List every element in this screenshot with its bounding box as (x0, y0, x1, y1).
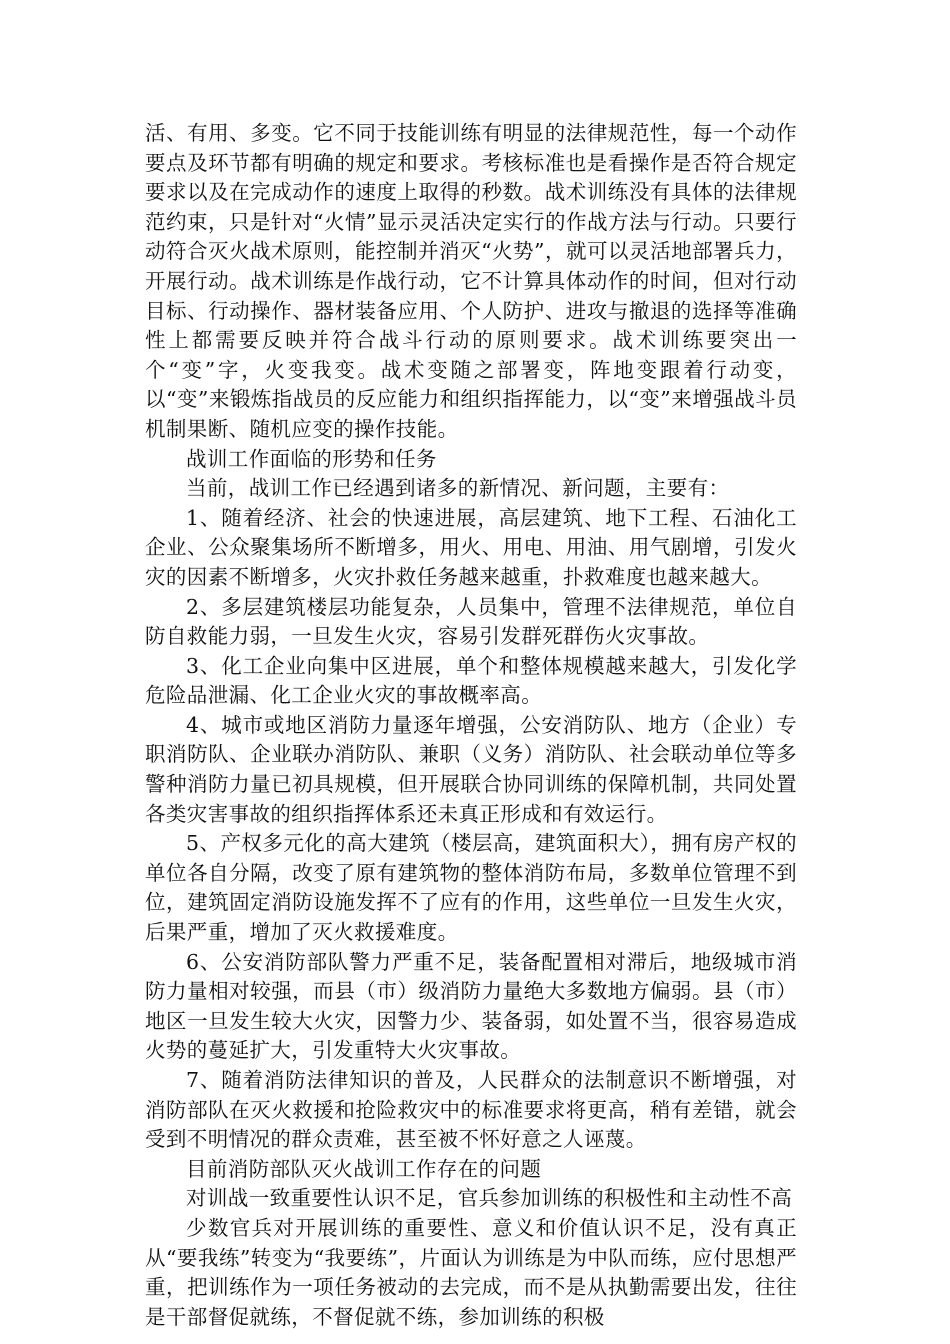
list-item-1: 1、随着经济、社会的快速进展，高层建筑、地下工程、石油化工企业、公众聚集场所不断增多，用火、用电、用油、用气剧增，引发火灾的因素不断增多，火灾扑救任务越来越重，扑救难度也越来越大。 (145, 505, 797, 589)
list-item-3: 3、化工企业向集中区进展，单个和整体规模越来越大，引发化学危险品泄漏、化工企业火灾的事故概率高。 (145, 653, 797, 708)
paragraph-awareness: 少数官兵对开展训练的重要性、意义和价值认识不足，没有真正从“要我练”转变为“我要练”，片面认为训练是为中队而练，应付思想严重，把训练作为一项任务被动的去完成，而不是从执勤需要出发，往往是干部督促就练，不督促就不练，参加训练的积极 (145, 1215, 797, 1329)
section-heading-problems: 目前消防部队灭火战训工作存在的问题 (186, 1156, 542, 1181)
paragraph-continuation: 活、有用、多变。它不同于技能训练有明显的法律规范性，每一个动作要点及环节都有明确的规定和要求。考核标准也是看操作是否符合规定要求以及在完成动作的速度上取得的秒数。战术训练没有具体的法律规范约束，只是针对“火情”显示灵活决定实行的作战方法与行动。只要行动符合灭火战术原则，能控制并消灭“火势”，就可以灵活地部署兵力，开展行动。战术训练是作战行动，它不计算具体动作的时间，但对行动目标、行动操作、器材装备应用、个人防护、进攻与撤退的选择等准确性上都需要反映并符合战斗行动的原则要求。战术训练要突出一个“变”字，火变我变。战术变随之部署变，阵地变跟着行动变，以“变”来锻炼指战员的反应能力和组织指挥能力，以“变”来增强战斗员机制果断、随机应变的操作技能。 (145, 121, 797, 441)
subheading-awareness: 对训战一致重要性认识不足，官兵参加训练的积极性和主动性不高 (186, 1186, 793, 1211)
list-item-7: 7、随着消防法律知识的普及，人民群众的法制意识不断增强，对消防部队在灭火救援和抢险救灾中的标准要求将更高，稍有差错，就会受到不明情况的群众责难，甚至被不怀好意之人诬蔑。 (145, 1068, 797, 1152)
paragraph-intro: 当前，战训工作已经遇到诸多的新情况、新问题，主要有： (186, 476, 730, 501)
section-heading-situation-tasks: 战训工作面临的形势和任务 (186, 446, 437, 471)
document-body (145, 119, 797, 1332)
list-item-5: 5、产权多元化的高大建筑（楼层高，建筑面积大），拥有房产权的单位各自分隔，改变了原有建筑物的整体消防布局，多数单位管理不到位，建筑固定消防设施发挥不了应有的作用，这些单位一旦发生火灾，后果严重，增加了灭火救援难度。 (145, 831, 797, 945)
list-item-2: 2、多层建筑楼层功能复杂，人员集中，管理不法律规范，单位自防自救能力弱，一旦发生火灾，容易引发群死群伤火灾事故。 (145, 594, 797, 649)
list-item-4: 4、城市或地区消防力量逐年增强，公安消防队、地方（企业）专职消防队、企业联办消防队、兼职（义务）消防队、社会联动单位等多警种消防力量已初具规模，但开展联合协同训练的保障机制，共同处置各类灾害事故的组织指挥体系还未真正形成和有效运行。 (145, 712, 797, 826)
list-item-6: 6、公安消防部队警力严重不足，装备配置相对滞后，地级城市消防力量相对较强，而县（市）级消防力量绝大多数地方偏弱。县（市）地区一旦发生较大火灾，因警力少、装备弱，如处置不当，很容易造成火势的蔓延扩大，引发重特大火灾事故。 (145, 949, 797, 1063)
